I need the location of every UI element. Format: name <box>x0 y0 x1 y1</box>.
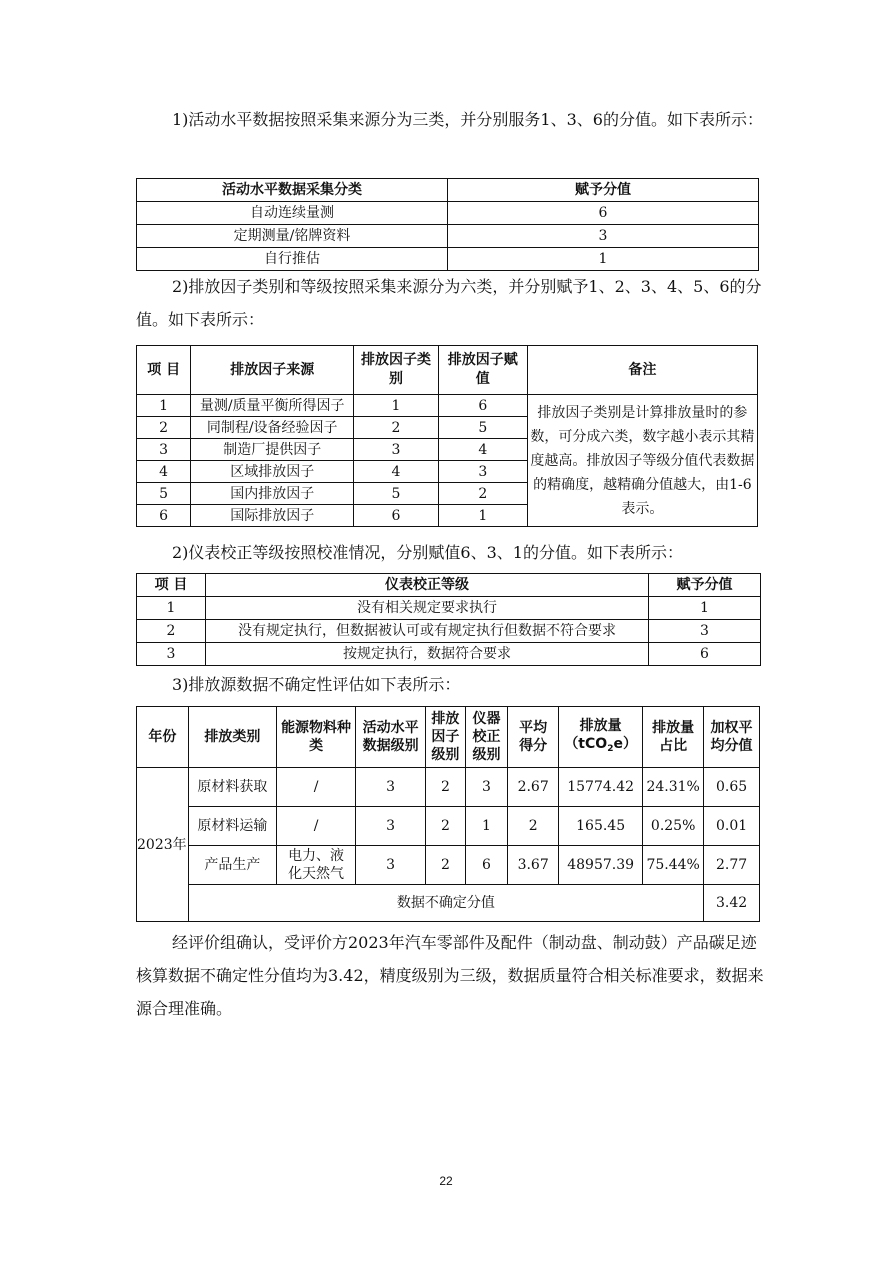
column-header: 平均得分 <box>508 707 559 768</box>
column-header: 排放类别 <box>188 707 276 768</box>
table-header-row <box>137 179 759 202</box>
table-cell: 电力、液化天然气 <box>277 846 356 885</box>
table-cell: 1 <box>438 505 527 527</box>
table-row <box>137 225 759 248</box>
column-header-emissions <box>559 707 643 768</box>
column-header: 项 目 <box>137 574 206 597</box>
table-cell: 6 <box>465 846 508 885</box>
table-cell: 1 <box>465 807 508 846</box>
table-row <box>137 846 760 885</box>
table-row <box>137 620 761 643</box>
column-header: 加权平均分值 <box>704 707 760 768</box>
emission-factor-table <box>136 345 758 527</box>
table-cell: 5 <box>137 483 191 505</box>
table-row <box>137 597 761 620</box>
table-cell: 0.01 <box>704 807 760 846</box>
column-header-label: 排放量 <box>579 717 622 734</box>
table-row <box>137 768 760 807</box>
column-header: 活动水平数据采集分类 <box>137 179 448 202</box>
table-cell: 0.25% <box>643 807 704 846</box>
table-cell: 同制程/设备经验因子 <box>191 417 354 439</box>
table-cell: 区域排放因子 <box>191 461 354 483</box>
column-header: 仪器校正级别 <box>465 707 508 768</box>
column-header: 排放因子级别 <box>426 707 466 768</box>
table-cell: 3 <box>356 807 426 846</box>
intro-paragraph-3: 2)仪表校正等级按照校准情况，分别赋值6、3、1的分值。如下表所示： <box>172 543 683 562</box>
column-header: 赋予分值 <box>649 574 761 597</box>
table-cell: 2 <box>426 807 466 846</box>
table-cell: 原材料获取 <box>188 768 276 807</box>
table-cell: 国内排放因子 <box>191 483 354 505</box>
intro-paragraph-1: 1)活动水平数据按照采集来源分为三类，并分别服务1、3、6的分值。如下表所示： <box>172 110 763 129</box>
table-cell: 2.67 <box>508 768 559 807</box>
table-cell: 6 <box>649 643 761 666</box>
table-cell: 0.65 <box>704 768 760 807</box>
table-cell: 3 <box>649 620 761 643</box>
column-header: 排放因子赋值 <box>438 346 527 395</box>
table-cell: 48957.39 <box>559 846 643 885</box>
table-cell: 1 <box>137 395 191 417</box>
column-header: 备注 <box>527 346 757 395</box>
table-cell: 3 <box>137 439 191 461</box>
activity-data-table <box>136 178 759 271</box>
table-cell: / <box>277 807 356 846</box>
table-header-row <box>137 707 760 768</box>
table-cell: 定期测量/铭牌资料 <box>137 225 448 248</box>
year-cell: 2023年 <box>137 768 189 922</box>
table-cell: 3 <box>465 768 508 807</box>
table-cell: 2 <box>137 417 191 439</box>
table-cell: 自动连续量测 <box>137 202 448 225</box>
table-cell: 75.44% <box>643 846 704 885</box>
table-cell: 3 <box>137 643 206 666</box>
table-cell: 自行推估 <box>137 248 448 271</box>
table-cell: 2 <box>354 417 439 439</box>
table-row <box>137 643 761 666</box>
table-cell: 2 <box>426 768 466 807</box>
table-cell: 6 <box>137 505 191 527</box>
table-cell: 5 <box>438 417 527 439</box>
intro-paragraph-2: 2)排放因子类别和等级按照采集来源分为六类，并分别赋予1、2、3、4、5、6的分值。如下表所示： <box>136 277 762 329</box>
table-cell: 6 <box>448 202 759 225</box>
table-cell: 4 <box>438 439 527 461</box>
instrument-calibration-table <box>136 573 761 666</box>
table-cell: 4 <box>354 461 439 483</box>
table-cell: 4 <box>137 461 191 483</box>
unit-label: （tCO$_2$e） <box>564 735 637 754</box>
table-header-row <box>137 574 761 597</box>
table-row <box>137 248 759 271</box>
uncertainty-assessment-table <box>136 706 760 922</box>
summary-row <box>137 885 760 922</box>
table-cell: 165.45 <box>559 807 643 846</box>
table-cell: 2 <box>438 483 527 505</box>
table-cell: 6 <box>354 505 439 527</box>
column-header: 排放量占比 <box>643 707 704 768</box>
remark-cell: 排放因子类别是计算排放量时的参数，可分成六类，数字越小表示其精度越高。排放因子等级分值代表数据的精确度，越精确分值越大，由1-6表示。 <box>527 395 757 527</box>
table-cell: 原材料运输 <box>188 807 276 846</box>
table-cell: 24.31% <box>643 768 704 807</box>
table-cell: 3 <box>448 225 759 248</box>
table-cell: 1 <box>354 395 439 417</box>
page-number: 22 <box>439 1174 453 1188</box>
column-header: 活动水平数据级别 <box>356 707 426 768</box>
column-header: 项 目 <box>137 346 191 395</box>
table-row <box>137 395 758 417</box>
table-cell: 2.77 <box>704 846 760 885</box>
table-cell: 2 <box>508 807 559 846</box>
table-cell: 15774.42 <box>559 768 643 807</box>
table-cell: 1 <box>137 597 206 620</box>
table-cell: 产品生产 <box>188 846 276 885</box>
table-cell: 量测/质量平衡所得因子 <box>191 395 354 417</box>
table-row <box>137 807 760 846</box>
column-header: 年份 <box>137 707 189 768</box>
table-cell: 1 <box>448 248 759 271</box>
table-cell: 3 <box>438 461 527 483</box>
table-cell: / <box>277 768 356 807</box>
table-header-row <box>137 346 758 395</box>
table-cell: 没有规定执行，但数据被认可或有规定执行但数据不符合要求 <box>206 620 649 643</box>
column-header: 仪表校正等级 <box>206 574 649 597</box>
table-row <box>137 202 759 225</box>
column-header: 能源物料种类 <box>277 707 356 768</box>
table-cell: 6 <box>438 395 527 417</box>
table-cell: 3.67 <box>508 846 559 885</box>
table-cell: 没有相关规定要求执行 <box>206 597 649 620</box>
summary-label: 数据不确定分值 <box>188 885 703 922</box>
table-cell: 3 <box>354 439 439 461</box>
column-header: 赋予分值 <box>448 179 759 202</box>
table-cell: 国际排放因子 <box>191 505 354 527</box>
column-header: 排放因子类别 <box>354 346 439 395</box>
column-header: 排放因子来源 <box>191 346 354 395</box>
table-cell: 2 <box>426 846 466 885</box>
table-cell: 3 <box>356 846 426 885</box>
conclusion-paragraph: 经评价组确认，受评价方2023年汽车零部件及配件（制动盘、制动鼓）产品碳足迹核算数据不确定性分值均为3.42，精度级别为三级，数据质量符合相关标准要求，数据来源合理准确。 <box>136 933 764 1018</box>
table-cell: 按规定执行，数据符合要求 <box>206 643 649 666</box>
table-cell: 1 <box>649 597 761 620</box>
table-cell: 制造厂提供因子 <box>191 439 354 461</box>
table-cell: 3 <box>356 768 426 807</box>
table-cell: 2 <box>137 620 206 643</box>
table-cell: 5 <box>354 483 439 505</box>
summary-value: 3.42 <box>704 885 760 922</box>
intro-paragraph-4: 3)排放源数据不确定性评估如下表所示： <box>172 675 461 694</box>
